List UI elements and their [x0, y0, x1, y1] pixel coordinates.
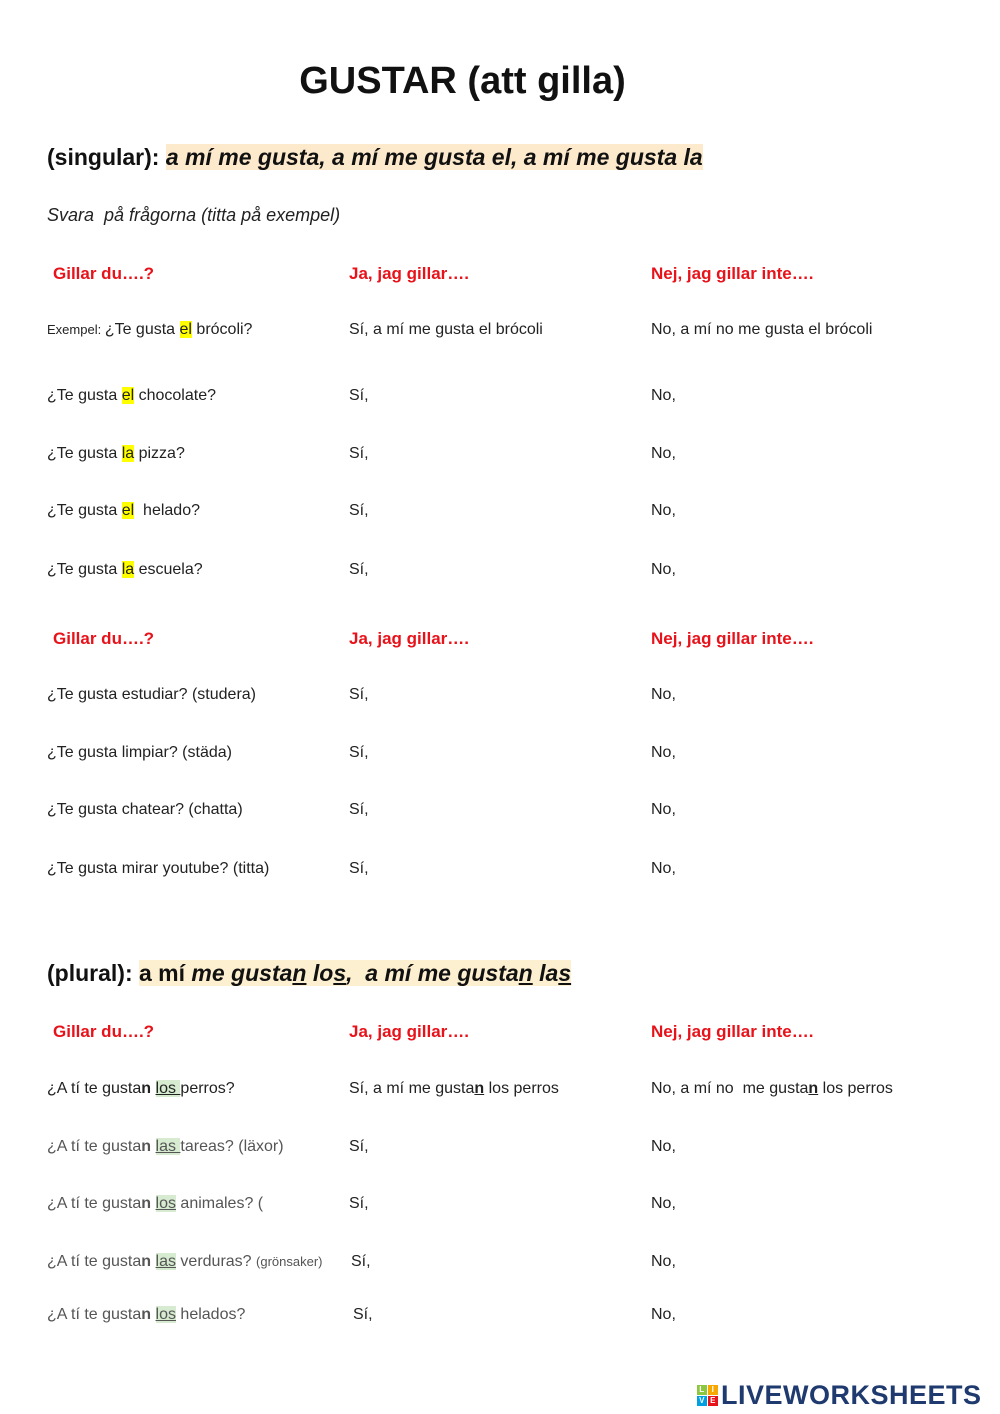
question: [47, 1138, 284, 1156]
singular-label: (singular):: [47, 144, 166, 170]
text: ¿Te gusta: [47, 445, 122, 462]
article-highlight: los: [155, 1080, 181, 1097]
text: Sí,: [349, 387, 369, 404]
article-highlight: las: [155, 1138, 181, 1155]
answer-yes-field: [349, 1138, 369, 1156]
text: helados?: [175, 1306, 246, 1323]
text: Sí,: [353, 1306, 373, 1323]
text: Sí,: [349, 1138, 369, 1155]
text: No,: [651, 502, 676, 519]
article-highlight: los: [155, 1306, 176, 1323]
example-no: No, a mí no me gusta el brócoli: [651, 321, 873, 338]
text: los perros: [484, 1080, 559, 1097]
question: [47, 1195, 263, 1213]
header-question: Gillar du….?: [53, 264, 155, 283]
text: No,: [651, 561, 676, 578]
text: , a mí me gusta: [346, 960, 519, 986]
text: Sí, a mí me gusta: [349, 1080, 475, 1097]
text: No,: [651, 1138, 676, 1155]
text: animales? (: [175, 1195, 264, 1212]
answer-no-field: [651, 686, 676, 704]
header-yes: Ja, jag gillar….: [349, 264, 469, 283]
article-highlight: la: [121, 561, 135, 578]
answer-no-field: [651, 561, 676, 579]
text: Sí,: [349, 502, 369, 519]
text: helado?: [134, 502, 200, 519]
text: Sí,: [349, 801, 369, 818]
question: [47, 1080, 235, 1098]
singular-heading: [47, 144, 703, 171]
liveworksheets-logo: [697, 1380, 982, 1411]
text: verduras?: [175, 1253, 257, 1270]
text: escuela?: [134, 561, 203, 578]
text: ¿A tí te gusta: [47, 1306, 142, 1323]
text: ¿A tí te gusta: [47, 1080, 142, 1097]
instruction: Svara på frågorna (titta på exempel): [47, 205, 341, 225]
header-yes: Ja, jag gillar….: [349, 629, 469, 648]
text: la: [532, 960, 559, 986]
article-highlight: el: [121, 502, 135, 519]
question: [47, 1253, 322, 1271]
text: ¿Te gusta: [47, 502, 122, 519]
text: ¿Te gusta limpiar? (städa): [47, 744, 232, 761]
question: [47, 387, 216, 405]
text: perros?: [180, 1080, 235, 1097]
answer-yes-field: [349, 686, 369, 704]
singular-phrase: a mí me gusta, a mí me gusta el, a mí me gusta la: [165, 144, 703, 170]
answer-no-field: [651, 1138, 676, 1156]
example-yes: Sí, a mí me gusta el brócoli: [349, 321, 543, 338]
question: [47, 860, 269, 878]
text: chocolate?: [134, 387, 216, 404]
text: n: [141, 1080, 152, 1097]
text: ¿A tí te gusta: [47, 1253, 142, 1270]
article-highlight: la: [121, 445, 135, 462]
text: No,: [651, 1195, 676, 1212]
answer-no-field: [651, 1306, 676, 1324]
header-no: Nej, jag gillar inte….: [651, 264, 814, 283]
answer-no-field: [651, 387, 676, 405]
answer-no-field: [651, 744, 676, 762]
text: (grönsaker): [256, 1254, 323, 1269]
question: [47, 1306, 245, 1324]
answer-yes-field: [351, 1253, 371, 1271]
answer-no-field: [651, 1253, 676, 1271]
text: Sí,: [349, 860, 369, 877]
text: No,: [651, 387, 676, 404]
answer-yes-field: [349, 744, 369, 762]
text: L: [697, 1385, 707, 1395]
text: No,: [651, 686, 676, 703]
answer-yes-field: [349, 387, 369, 405]
live-icon: [697, 1385, 718, 1406]
text: s: [333, 960, 347, 986]
text: Sí,: [349, 686, 369, 703]
article: el: [179, 321, 192, 338]
text: n: [808, 1080, 819, 1097]
question: [47, 445, 185, 463]
text: n: [474, 1080, 485, 1097]
logo-text: LIVEWORKSHEETS: [721, 1380, 982, 1410]
answer-yes-field: [349, 860, 369, 878]
question: [47, 502, 200, 520]
article-highlight: las: [155, 1253, 176, 1270]
question: [47, 561, 203, 579]
article-highlight: los: [155, 1195, 176, 1212]
text: n: [292, 960, 307, 986]
answer-no-field: [651, 502, 676, 520]
text: ¿Te gusta: [47, 387, 122, 404]
text: n: [141, 1138, 152, 1155]
text: E: [708, 1396, 718, 1406]
plural-phrase: [139, 960, 571, 986]
text: n: [141, 1195, 152, 1212]
text: Sí,: [349, 445, 369, 462]
question: [47, 744, 232, 762]
text: n: [141, 1306, 152, 1323]
text: ¿A tí te gusta: [47, 1138, 142, 1155]
text: n: [518, 960, 533, 986]
answer-no-field: [651, 801, 676, 819]
text: s: [558, 960, 572, 986]
text: Sí,: [349, 744, 369, 761]
text: Sí,: [349, 561, 369, 578]
question: [47, 686, 256, 704]
answer-no-field: [651, 445, 676, 463]
text: No,: [651, 445, 676, 462]
example-label: Exempel:: [47, 322, 105, 337]
text: No,: [651, 744, 676, 761]
text: No,: [651, 801, 676, 818]
text: No,: [651, 1253, 676, 1270]
q-pre: ¿Te gusta: [104, 321, 180, 338]
text: ¿Te gusta estudiar? (studera): [47, 686, 256, 703]
text: No,: [651, 860, 676, 877]
answer-yes-field: [349, 1080, 559, 1098]
plural-heading: [47, 960, 571, 987]
text: ¿A tí te gusta: [47, 1195, 142, 1212]
q-post: brócoli?: [191, 321, 253, 338]
answer-no-field: [651, 860, 676, 878]
answer-yes-field: [349, 561, 369, 579]
question: [47, 801, 243, 819]
text: me gusta: [191, 960, 293, 986]
text: No,: [651, 1306, 676, 1323]
answer-yes-field: [353, 1306, 373, 1324]
text: los perros: [818, 1080, 893, 1097]
answer-no-field: [651, 1195, 676, 1213]
text: n: [141, 1253, 152, 1270]
text: lo: [306, 960, 334, 986]
text: ¿Te gusta mirar youtube? (titta): [47, 860, 270, 877]
text: I: [708, 1385, 718, 1395]
header-question: Gillar du….?: [53, 1022, 155, 1041]
text: ¿Te gusta chatear? (chatta): [47, 801, 243, 818]
text: pizza?: [134, 445, 185, 462]
text: No, a mí no me gusta: [651, 1080, 809, 1097]
header-no: Nej, jag gillar inte….: [651, 629, 814, 648]
plural-label: (plural):: [47, 960, 139, 986]
article-highlight: el: [121, 387, 135, 404]
text: V: [697, 1396, 707, 1406]
text: Sí,: [351, 1253, 371, 1270]
text: tareas? (läxor): [180, 1138, 284, 1155]
text: a mí: [139, 960, 192, 986]
answer-yes-field: [349, 801, 369, 819]
page-title: GUSTAR (att gilla): [299, 60, 626, 102]
answer-yes-field: [349, 445, 369, 463]
header-yes: Ja, jag gillar….: [349, 1022, 469, 1041]
text: Sí,: [349, 1195, 369, 1212]
example-question: [47, 321, 252, 339]
header-no: Nej, jag gillar inte….: [651, 1022, 814, 1041]
answer-no-field: [651, 1080, 893, 1098]
header-question: Gillar du….?: [53, 629, 155, 648]
answer-yes-field: [349, 1195, 369, 1213]
answer-yes-field: [349, 502, 369, 520]
text: ¿Te gusta: [47, 561, 122, 578]
